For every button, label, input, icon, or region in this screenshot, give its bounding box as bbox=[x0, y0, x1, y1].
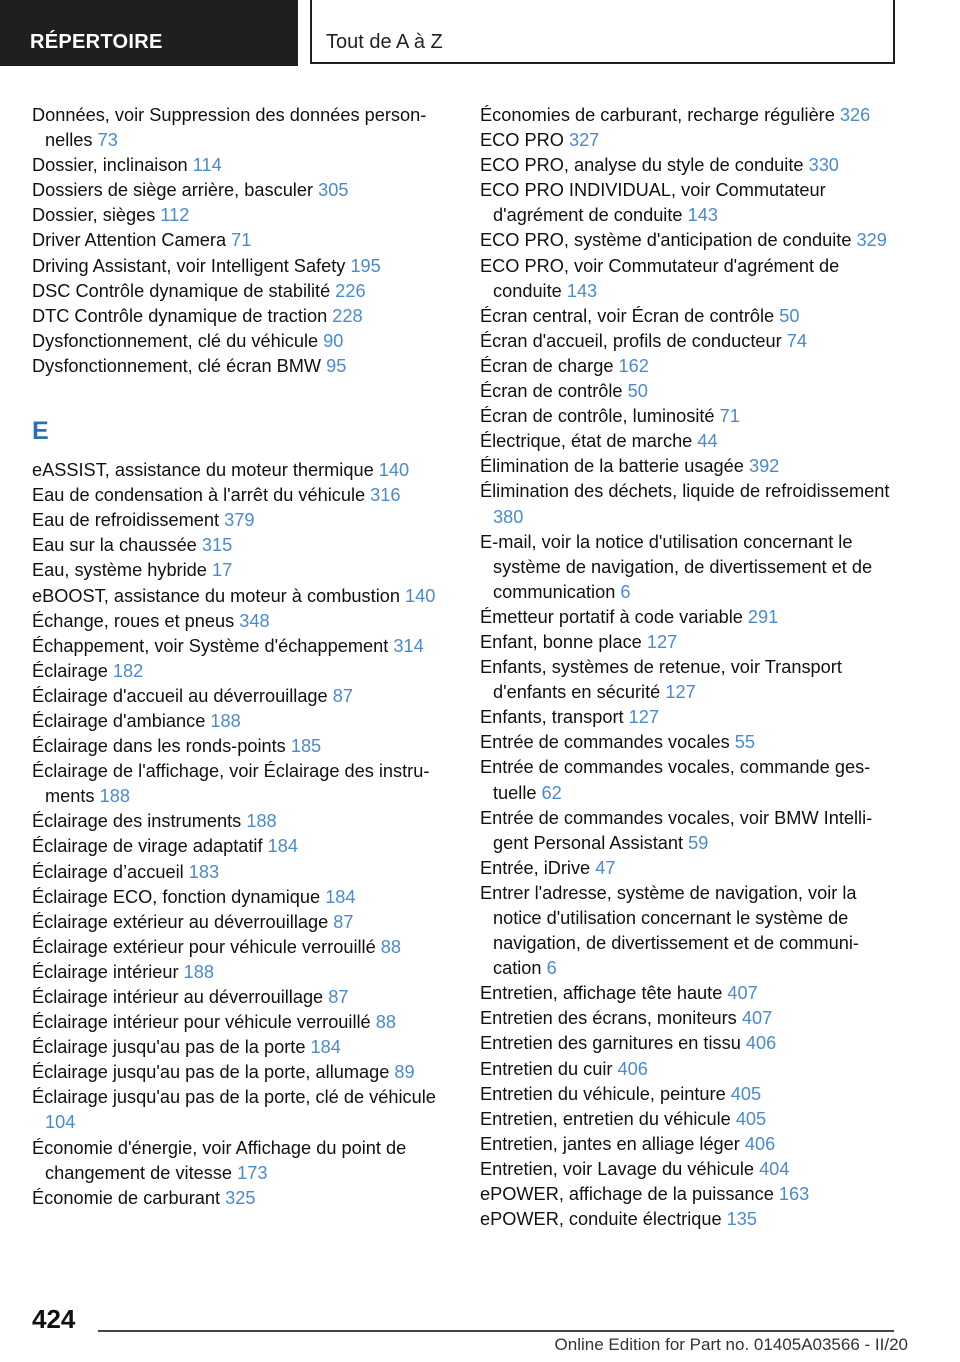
page-link[interactable]: 135 bbox=[726, 1209, 758, 1230]
index-entry-text: Entrée de commandes vocales bbox=[480, 732, 730, 753]
index-entry-text: Driving Assistant, voir Intelligent Safety bbox=[32, 255, 346, 276]
index-entry bbox=[32, 533, 452, 558]
page-link[interactable]: 173 bbox=[237, 1162, 268, 1183]
index-entry bbox=[480, 856, 900, 881]
page-link[interactable]: 73 bbox=[97, 130, 118, 151]
index-entry bbox=[32, 1035, 452, 1060]
index-entry bbox=[480, 404, 900, 429]
index-entry bbox=[480, 1031, 900, 1056]
index-column-left bbox=[32, 103, 452, 1211]
page-link[interactable]: 348 bbox=[239, 610, 270, 631]
page-link[interactable]: 88 bbox=[380, 936, 402, 957]
index-entry-text: Économie de carburant bbox=[32, 1187, 221, 1208]
index-entry bbox=[480, 354, 900, 379]
page-link[interactable]: 112 bbox=[160, 205, 190, 226]
index-entry-text: Échappement, voir Système d'échappement bbox=[32, 635, 389, 656]
page-link[interactable]: 188 bbox=[183, 961, 215, 982]
page-link[interactable]: 44 bbox=[697, 431, 718, 452]
index-entry-text: ECO PRO, système d'anticipation de conduite bbox=[480, 230, 852, 251]
index-entry bbox=[480, 881, 900, 981]
page-link[interactable]: 326 bbox=[839, 105, 871, 125]
index-entry-text: ECO PRO, analyse du style de conduite bbox=[480, 155, 804, 176]
index-column-right bbox=[480, 103, 900, 1232]
index-entry-text: Entretien, voir Lavage du véhicule bbox=[480, 1158, 754, 1179]
index-entry-text: Écran d'accueil, profils de conducteur bbox=[480, 330, 782, 351]
index-entry bbox=[480, 103, 900, 128]
page-link[interactable]: 407 bbox=[741, 1008, 773, 1029]
page-link[interactable]: 330 bbox=[808, 155, 839, 176]
index-entry bbox=[32, 103, 452, 153]
page-link[interactable]: 163 bbox=[778, 1184, 810, 1205]
index-entry-text: Écran central, voir Écran de contrôle bbox=[480, 305, 775, 326]
page-link[interactable]: 127 bbox=[646, 631, 678, 652]
page-link[interactable]: 183 bbox=[188, 861, 220, 882]
page-link[interactable]: 182 bbox=[112, 660, 144, 681]
index-entry-text: eASSIST, assistance du moteur thermique bbox=[32, 460, 374, 481]
index-entry-text: Éclairage des instruments bbox=[32, 811, 242, 832]
index-entry-text: Entretien du cuir bbox=[480, 1058, 613, 1079]
index-entry bbox=[480, 806, 900, 856]
index-entry bbox=[32, 910, 452, 935]
index-entry bbox=[480, 479, 900, 529]
index-entry-text: Écran de contrôle bbox=[480, 381, 623, 402]
index-entry bbox=[480, 730, 900, 755]
index-entry-text: Élimination des déchets, liquide de refroidissement bbox=[480, 481, 890, 502]
page-link[interactable]: 127 bbox=[628, 707, 659, 728]
index-entry-text: Entrée de commandes vocales, commande gestuelle bbox=[480, 757, 871, 803]
index-entry bbox=[480, 1006, 900, 1031]
index-entry bbox=[480, 605, 900, 630]
page-link[interactable]: 87 bbox=[328, 987, 349, 1007]
page-link[interactable]: 327 bbox=[568, 130, 600, 151]
index-entry-text: Driver Attention Camera bbox=[32, 230, 227, 251]
page-link[interactable]: 95 bbox=[326, 355, 347, 376]
index-entry bbox=[32, 483, 452, 508]
page-link[interactable]: 104 bbox=[45, 1112, 76, 1133]
page-link[interactable]: 55 bbox=[734, 732, 756, 753]
index-entry bbox=[32, 458, 452, 483]
index-entry-text: Éclairage de virage adaptatif bbox=[32, 836, 263, 857]
page-link[interactable]: 87 bbox=[333, 911, 354, 932]
index-entry bbox=[480, 1132, 900, 1157]
index-entry-text: Électrique, état de marche bbox=[480, 431, 693, 452]
page-link[interactable]: 184 bbox=[325, 886, 356, 907]
page-link[interactable]: 406 bbox=[745, 1033, 777, 1054]
section-letter: E bbox=[32, 417, 49, 446]
index-entry bbox=[32, 709, 452, 734]
index-entry-text: Entretien, entretien du véhicule bbox=[480, 1108, 731, 1129]
index-entry-text: Enfants, systèmes de retenue, voir Transport d'enfants en sécurité bbox=[480, 657, 842, 703]
page-link[interactable]: 127 bbox=[665, 682, 696, 703]
page-link[interactable]: 6 bbox=[620, 581, 631, 602]
index-entry-text: Enfant, bonne place bbox=[480, 631, 642, 652]
index-entry-text: Entretien des écrans, moniteurs bbox=[480, 1008, 737, 1029]
index-entry bbox=[32, 304, 452, 329]
page-link[interactable]: 316 bbox=[370, 485, 401, 506]
index-entry-text: Dysfonctionnement, clé du véhicule bbox=[32, 330, 319, 351]
page-link[interactable]: 162 bbox=[618, 355, 649, 376]
index-entry bbox=[32, 885, 452, 910]
index-entry bbox=[32, 584, 452, 609]
index-entry bbox=[480, 1182, 900, 1207]
index-entry-text: Entrée, iDrive bbox=[480, 857, 591, 878]
index-entry-text: Éclairage ECO, fonction dynamique bbox=[32, 886, 321, 907]
index-entry bbox=[32, 558, 452, 583]
page-link[interactable]: 184 bbox=[267, 836, 298, 857]
index-entry-text: Entretien du véhicule, peinture bbox=[480, 1083, 726, 1104]
index-entry bbox=[32, 609, 452, 634]
index-entry bbox=[480, 1107, 900, 1132]
page-link[interactable]: 380 bbox=[493, 506, 524, 527]
index-entry-text: Eau sur la chaussée bbox=[32, 535, 197, 556]
index-entry bbox=[480, 1082, 900, 1107]
index-entry bbox=[32, 634, 452, 659]
page-link[interactable]: 88 bbox=[375, 1012, 396, 1033]
index-entry-text: Éclairage de l'affichage, voir Éclairage des instruments bbox=[32, 761, 430, 807]
index-entry-text: ePOWER, affichage de la puissance bbox=[480, 1184, 774, 1205]
index-entry bbox=[32, 228, 452, 253]
page-link[interactable]: 314 bbox=[393, 635, 424, 656]
page-link[interactable]: 406 bbox=[617, 1058, 648, 1079]
index-entry-text: Éclairage extérieur pour véhicule verrouillé bbox=[32, 936, 376, 957]
index-entry-text: Échange, roues et pneus bbox=[32, 610, 235, 631]
index-entry-text: Eau de refroidissement bbox=[32, 510, 220, 531]
index-entry bbox=[32, 659, 452, 684]
index-entry-text: ECO PRO, voir Commutateur d'agrément de conduite bbox=[480, 255, 840, 301]
section-gap bbox=[32, 379, 452, 391]
index-entry-text: Eau, système hybride bbox=[32, 560, 207, 581]
index-entry-text: Éclairage d’accueil bbox=[32, 861, 184, 882]
index-entry bbox=[32, 354, 452, 379]
page-link[interactable]: 226 bbox=[335, 280, 366, 301]
page-link[interactable]: 59 bbox=[688, 832, 709, 853]
index-entry-text: Données, voir Suppression des données personnelles bbox=[32, 105, 427, 151]
index-entry bbox=[32, 985, 452, 1010]
page-title: Tout de A à Z bbox=[310, 0, 895, 64]
edition-footer: Online Edition for Part no. 01405A03566 - II/20 bbox=[554, 1335, 908, 1354]
index-entry bbox=[480, 1157, 900, 1182]
index-entry bbox=[480, 705, 900, 730]
index-entry-text: DSC Contrôle dynamique de stabilité bbox=[32, 280, 331, 301]
index-entry-text: Éclairage extérieur au déverrouillage bbox=[32, 911, 329, 932]
page-link[interactable]: 188 bbox=[210, 710, 241, 731]
index-entry bbox=[480, 1207, 900, 1232]
index-entry-text: Éclairage bbox=[32, 660, 108, 681]
index-entry bbox=[480, 429, 900, 454]
page-header bbox=[0, 0, 960, 66]
page-link[interactable]: 140 bbox=[378, 460, 410, 481]
index-entry-text: Économies de carburant, recharge régulière bbox=[480, 105, 835, 125]
page-link[interactable]: 6 bbox=[546, 958, 557, 979]
page-link[interactable]: 47 bbox=[595, 857, 616, 878]
page-link[interactable]: 87 bbox=[332, 685, 353, 706]
page-link[interactable]: 143 bbox=[687, 205, 718, 226]
page-link[interactable]: 329 bbox=[856, 230, 887, 251]
index-entry-text: eBOOST, assistance du moteur à combustion bbox=[32, 585, 400, 606]
index-entry bbox=[32, 254, 452, 279]
page-number: 424 bbox=[32, 1304, 76, 1334]
page-link[interactable]: 62 bbox=[541, 782, 562, 803]
index-entry-text: Entretien des garnitures en tissu bbox=[480, 1033, 741, 1054]
index-entry-text: Éclairage intérieur au déverrouillage bbox=[32, 987, 324, 1007]
index-entry bbox=[32, 329, 452, 354]
index-entry bbox=[32, 1136, 452, 1186]
index-entry bbox=[32, 734, 452, 759]
index-entry bbox=[32, 279, 452, 304]
index-entry bbox=[480, 178, 900, 228]
page-link[interactable]: 392 bbox=[748, 456, 780, 477]
index-entry-text: Élimination de la batterie usagée bbox=[480, 456, 744, 477]
page-link[interactable]: 114 bbox=[192, 155, 222, 176]
index-entry-text: ECO PRO INDIVIDUAL, voir Commutateur d'agrément de conduite bbox=[480, 180, 826, 226]
page-link[interactable]: 305 bbox=[318, 180, 349, 201]
index-entry bbox=[480, 981, 900, 1006]
page-link[interactable]: 71 bbox=[719, 406, 740, 427]
index-entry-text: Éclairage dans les ronds-points bbox=[32, 736, 286, 757]
index-entry bbox=[32, 960, 452, 985]
index-entry-text: Dossier, inclinaison bbox=[32, 155, 188, 176]
page-link[interactable]: 17 bbox=[211, 560, 233, 581]
index-entry-text: Émetteur portatif à code variable bbox=[480, 606, 743, 627]
index-entry-text: Éclairage jusqu'au pas de la porte, clé de véhicule bbox=[32, 1087, 436, 1108]
index-entry-text: Entrer l'adresse, système de navigation, voir la notice d'utilisation concernant le système de navigation, de divertissement et de communication bbox=[480, 882, 859, 979]
index-entry-text: Dysfonctionnement, clé écran BMW bbox=[32, 355, 322, 376]
index-entry bbox=[480, 153, 900, 178]
page-link[interactable]: 140 bbox=[405, 585, 436, 606]
index-entry bbox=[480, 128, 900, 153]
index-entry-text: ECO PRO bbox=[480, 130, 564, 151]
index-entry bbox=[32, 1060, 452, 1085]
page-link[interactable]: 315 bbox=[201, 535, 233, 556]
index-entry bbox=[480, 454, 900, 479]
index-entry-text: Écran de charge bbox=[480, 355, 614, 376]
page-link[interactable]: 406 bbox=[744, 1133, 776, 1154]
index-entry-text: Économie d'énergie, voir Affichage du point de changement de vitesse bbox=[32, 1137, 407, 1183]
page-link[interactable]: 184 bbox=[310, 1037, 341, 1058]
index-entry-text: Éclairage d'accueil au déverrouillage bbox=[32, 685, 328, 706]
index-entry bbox=[32, 1085, 452, 1135]
page-link[interactable]: 228 bbox=[332, 305, 363, 326]
index-entry bbox=[32, 860, 452, 885]
index-entry bbox=[32, 1186, 452, 1211]
index-entry-text: Dossier, sièges bbox=[32, 205, 156, 226]
page-link[interactable]: 71 bbox=[231, 230, 252, 251]
index-entry bbox=[480, 755, 900, 805]
index-entry bbox=[480, 304, 900, 329]
page-link[interactable]: 405 bbox=[730, 1083, 762, 1104]
index-entry bbox=[480, 379, 900, 404]
page-link[interactable]: 379 bbox=[224, 510, 255, 531]
index-entry bbox=[32, 935, 452, 960]
index-entry-text: Eau de condensation à l'arrêt du véhicule bbox=[32, 485, 366, 506]
index-entry-text: Entrée de commandes vocales, voir BMW Intelligent Personal Assistant bbox=[480, 807, 873, 853]
index-entry bbox=[480, 228, 900, 253]
index-entry-text: Éclairage intérieur pour véhicule verrouillé bbox=[32, 1012, 371, 1033]
index-entry-text: E-mail, voir la notice d'utilisation concernant le système de navigation, de divertissement et de communication bbox=[480, 531, 873, 602]
page-link[interactable]: 407 bbox=[727, 983, 758, 1004]
index-entry bbox=[480, 254, 900, 304]
index-entry bbox=[32, 1010, 452, 1035]
page-link[interactable]: 325 bbox=[225, 1187, 256, 1208]
index-entry-text: Écran de contrôle, luminosité bbox=[480, 406, 715, 427]
page-link[interactable]: 50 bbox=[779, 305, 800, 326]
index-entry bbox=[480, 1057, 900, 1082]
index-entry bbox=[480, 630, 900, 655]
page-link[interactable]: 405 bbox=[735, 1108, 767, 1129]
index-entry bbox=[32, 203, 452, 228]
index-entry-text: Éclairage intérieur bbox=[32, 961, 179, 982]
index-entry bbox=[32, 834, 452, 859]
index-entry bbox=[32, 153, 452, 178]
index-entry-text: Enfants, transport bbox=[480, 707, 624, 728]
section-tab[interactable]: RÉPERTOIRE bbox=[0, 0, 298, 66]
index-entry bbox=[480, 655, 900, 705]
page-link[interactable]: 143 bbox=[566, 280, 598, 301]
index-entry-text: Éclairage d'ambiance bbox=[32, 710, 206, 731]
page-link[interactable]: 195 bbox=[350, 255, 381, 276]
page-link[interactable]: 404 bbox=[759, 1158, 790, 1179]
index-entry bbox=[32, 178, 452, 203]
index-entry bbox=[32, 759, 452, 809]
index-entry-text: Éclairage jusqu'au pas de la porte, allumage bbox=[32, 1062, 390, 1083]
index-entry-text: Dossiers de siège arrière, basculer bbox=[32, 180, 314, 201]
page-link[interactable]: 188 bbox=[246, 811, 277, 832]
index-entry-text: Éclairage jusqu'au pas de la porte bbox=[32, 1037, 306, 1058]
index-entry bbox=[480, 329, 900, 354]
index-entry-text: Entretien, jantes en alliage léger bbox=[480, 1133, 740, 1154]
page-link[interactable]: 50 bbox=[627, 381, 648, 402]
page-link[interactable]: 90 bbox=[323, 330, 344, 351]
footer-divider bbox=[98, 1330, 894, 1332]
index-entry bbox=[32, 809, 452, 834]
page-link[interactable]: 291 bbox=[747, 606, 779, 627]
index-entry-text: DTC Contrôle dynamique de traction bbox=[32, 305, 328, 326]
index-entry bbox=[32, 508, 452, 533]
page-link[interactable]: 89 bbox=[394, 1062, 415, 1083]
page-link[interactable]: 188 bbox=[99, 786, 130, 807]
index-entry bbox=[480, 530, 900, 605]
page-link[interactable]: 185 bbox=[290, 736, 322, 757]
index-entry-text: Entretien, affichage tête haute bbox=[480, 983, 723, 1004]
page-link[interactable]: 74 bbox=[786, 330, 808, 351]
index-entry bbox=[32, 684, 452, 709]
index-entry-text: ePOWER, conduite électrique bbox=[480, 1209, 722, 1230]
